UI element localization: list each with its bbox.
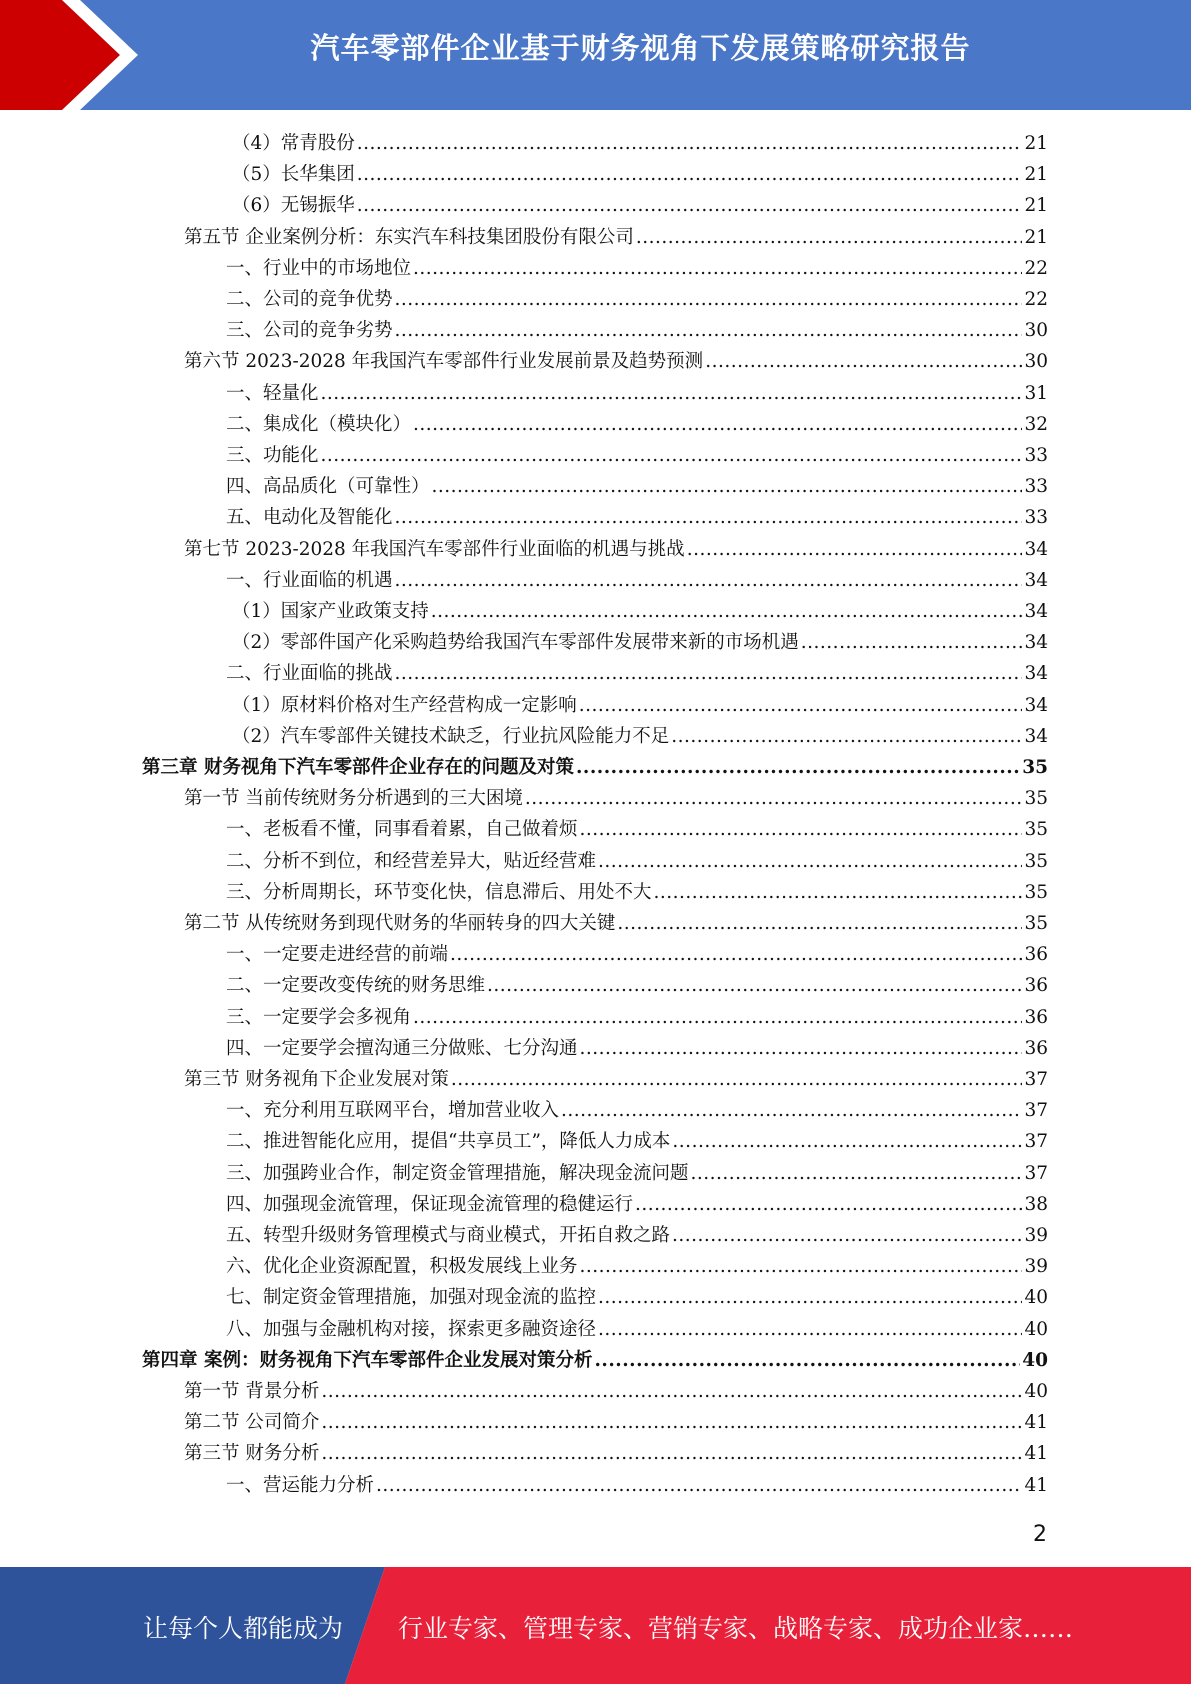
toc-dot-leader <box>687 534 1023 565</box>
toc-entry[interactable] <box>142 1345 1048 1376</box>
toc-entry[interactable] <box>184 1376 1048 1407</box>
toc-entry-page: 37 <box>1024 1131 1048 1153</box>
toc-dot-leader <box>395 502 1023 533</box>
toc-entry[interactable] <box>184 783 1048 814</box>
toc-dot-leader <box>413 409 1022 440</box>
toc-entry-label: 第二节 从传统财务到现代财务的华丽转身的四大关键 <box>184 913 616 934</box>
toc-entry-page: 31 <box>1024 382 1048 404</box>
toc-entry-page: 35 <box>1022 757 1048 778</box>
toc-entry-page: 30 <box>1024 351 1048 373</box>
toc-entry-page: 36 <box>1024 975 1048 997</box>
toc-entry[interactable] <box>226 1095 1048 1126</box>
toc-entry-page: 37 <box>1024 1162 1048 1184</box>
toc-entry-label: （4）常青股份 <box>232 133 355 154</box>
toc-entry[interactable] <box>184 346 1048 377</box>
toc-dot-leader <box>654 877 1023 908</box>
toc-entry-label: 五、转型升级财务管理模式与商业模式，开拓自救之路 <box>226 1225 671 1246</box>
toc-entry-label: （1）原材料价格对生产经营构成一定影响 <box>232 694 577 716</box>
toc-entry[interactable] <box>226 846 1048 877</box>
toc-entry-label: 八、加强与金融机构对接，探索更多融资途径 <box>226 1318 597 1340</box>
toc-dot-leader <box>357 159 1023 190</box>
toc-entry-page: 38 <box>1024 1193 1048 1215</box>
toc-entry-label: 三、分析周期长，环节变化快，信息滞后、用处不大 <box>226 881 652 903</box>
toc-entry[interactable] <box>226 1282 1048 1313</box>
toc-entry[interactable] <box>226 1314 1048 1345</box>
toc-entry[interactable] <box>232 128 1048 159</box>
toc-entry-page: 36 <box>1024 1006 1048 1028</box>
toc-entry[interactable] <box>184 222 1048 253</box>
toc-dot-leader <box>321 1407 1022 1438</box>
toc-entry[interactable] <box>226 658 1048 689</box>
toc-entry-label: （1）国家产业政策支持 <box>232 601 429 622</box>
toc-entry-page: 22 <box>1024 289 1048 310</box>
toc-dot-leader <box>431 596 1023 627</box>
toc-entry[interactable] <box>232 596 1048 627</box>
toc-entry[interactable] <box>226 1033 1048 1064</box>
toc-dot-leader <box>451 1064 1023 1095</box>
toc-entry-label: 第二节 公司简介 <box>184 1412 320 1434</box>
page-header <box>0 0 1191 110</box>
toc-dot-leader <box>432 471 1023 502</box>
toc-dot-leader <box>598 1282 1022 1313</box>
toc-dot-leader <box>598 846 1022 877</box>
toc-dot-leader <box>672 1220 1022 1251</box>
toc-entry[interactable] <box>232 721 1048 752</box>
toc-entry[interactable] <box>226 565 1048 596</box>
toc-entry-page: 35 <box>1024 913 1048 934</box>
toc-entry-page: 41 <box>1024 1443 1048 1465</box>
toc-entry[interactable] <box>184 908 1048 939</box>
toc-entry-label: （6）无锡振华 <box>232 195 355 217</box>
toc-dot-leader <box>579 690 1023 721</box>
toc-entry-label: 四、高品质化（可靠性） <box>226 476 430 498</box>
toc-dot-leader <box>395 284 1023 315</box>
toc-entry-label: 第六节 2023-2028 年我国汽车零部件行业发展前景及趋势预测 <box>184 351 704 373</box>
toc-entry[interactable] <box>226 814 1048 845</box>
toc-entry-page: 34 <box>1024 725 1048 747</box>
toc-entry-page: 35 <box>1024 850 1048 872</box>
toc-entry-label: 第一节 当前传统财务分析遇到的三大困境 <box>184 788 523 810</box>
toc-entry[interactable] <box>184 1438 1048 1469</box>
toc-entry[interactable] <box>226 440 1048 471</box>
toc-entry-page: 35 <box>1024 881 1048 903</box>
toc-dot-leader <box>357 190 1023 221</box>
toc-entry-label: 一、行业中的市场地位 <box>226 257 412 279</box>
toc-entry-page: 37 <box>1024 1100 1048 1122</box>
toc-entry-label: 一、一定要走进经营的前端 <box>226 944 449 966</box>
toc-entry[interactable] <box>226 939 1048 970</box>
toc-entry[interactable] <box>184 1407 1048 1438</box>
toc-dot-leader <box>561 1095 1022 1126</box>
toc-dot-leader <box>636 222 1023 253</box>
toc-entry[interactable] <box>232 159 1048 190</box>
toc-entry-label: 四、加强现金流管理，保证现金流管理的稳健运行 <box>226 1193 634 1215</box>
toc-entry-label: 第三章 财务视角下汽车零部件企业存在的问题及对策 <box>142 757 574 778</box>
toc-dot-leader <box>580 814 1023 845</box>
toc-entry-label: （2）汽车零部件关键技术缺乏，行业抗风险能力不足 <box>232 725 670 747</box>
toc-entry-page: 21 <box>1024 226 1048 248</box>
toc-entry-label: 二、推进智能化应用，提倡“共享员工”，降低人力成本 <box>226 1131 671 1153</box>
footer-slogan-right: 行业专家、管理专家、营销专家、战略专家、成功企业家…… <box>398 1614 1074 1643</box>
toc-dot-leader <box>580 1251 1023 1282</box>
toc-entry[interactable] <box>142 752 1048 783</box>
toc-entry-page: 33 <box>1024 476 1048 498</box>
toc-entry[interactable] <box>226 1002 1048 1033</box>
toc-entry-label: 二、行业面临的挑战 <box>226 663 393 685</box>
toc-entry[interactable] <box>226 315 1048 346</box>
toc-entry[interactable] <box>226 471 1048 502</box>
toc-entry-label: （5）长华集团 <box>232 164 355 186</box>
toc-dot-leader <box>487 970 1022 1001</box>
toc-dot-leader <box>671 721 1022 752</box>
toc-entry-label: 四、一定要学会擅沟通三分做账、七分沟通 <box>226 1037 578 1059</box>
toc-entry-page: 33 <box>1024 507 1048 529</box>
toc-entry-label: 二、集成化（模块化） <box>226 413 412 435</box>
toc-entry-page: 30 <box>1024 320 1048 342</box>
toc-entry[interactable] <box>232 190 1048 221</box>
toc-entry[interactable] <box>232 690 1048 721</box>
toc-entry-label: 第一节 背景分析 <box>184 1381 320 1402</box>
toc-entry-page: 34 <box>1024 632 1048 654</box>
toc-dot-leader <box>395 658 1023 689</box>
toc-entry[interactable] <box>226 1158 1048 1189</box>
toc-entry[interactable] <box>226 877 1048 908</box>
page-footer <box>0 1567 1191 1684</box>
toc-dot-leader <box>321 1376 1022 1407</box>
toc-entry[interactable] <box>226 378 1048 409</box>
toc-entry[interactable] <box>184 534 1048 565</box>
toc-entry-page: 41 <box>1024 1474 1048 1496</box>
toc-dot-leader <box>594 1345 1020 1376</box>
toc-entry-label: 一、营运能力分析 <box>226 1474 375 1496</box>
toc-entry-page: 40 <box>1024 1318 1048 1340</box>
toc-dot-leader <box>598 1314 1022 1345</box>
toc-entry-page: 40 <box>1022 1349 1048 1371</box>
toc-entry[interactable] <box>184 1064 1048 1095</box>
toc-entry-label: 一、充分利用互联网平台，增加营业收入 <box>226 1100 560 1122</box>
footer-slogan-left: 让每个人都能成为 <box>143 1614 344 1643</box>
toc-entry-label: 一、轻量化 <box>226 382 319 404</box>
toc-entry-label: 六、优化企业资源配置，积极发展线上业务 <box>226 1256 578 1278</box>
header-red-chevron-icon <box>0 0 150 110</box>
toc-dot-leader <box>635 1189 1022 1220</box>
toc-entry-page: 32 <box>1024 413 1048 435</box>
toc-entry[interactable] <box>226 284 1048 315</box>
toc-dot-leader <box>691 1158 1023 1189</box>
toc-entry-page: 41 <box>1024 1412 1048 1434</box>
toc-entry[interactable] <box>226 1126 1048 1157</box>
toc-entry-label: 第三节 财务分析 <box>184 1443 320 1465</box>
toc-entry-label: 第五节 企业案例分析：东实汽车科技集团股份有限公司 <box>184 226 634 248</box>
toc-entry-label: 第四章 案例：财务视角下汽车零部件企业发展对策分析 <box>142 1349 593 1371</box>
toc-dot-leader <box>705 346 1022 377</box>
toc-entry-label: 七、制定资金管理措施，加强对现金流的监控 <box>226 1287 597 1309</box>
toc-dot-leader <box>413 253 1022 284</box>
toc-entry-page: 37 <box>1024 1069 1048 1090</box>
toc-dot-leader <box>672 1126 1022 1157</box>
toc-dot-leader <box>395 315 1023 346</box>
page-number: 2 <box>1033 1522 1047 1547</box>
report-title: 汽车零部件企业基于财务视角下发展策略研究报告 <box>310 31 971 65</box>
toc-dot-leader <box>395 565 1023 596</box>
toc-entry[interactable] <box>226 970 1048 1001</box>
toc-dot-leader <box>525 783 1023 814</box>
toc-dot-leader <box>376 1470 1022 1501</box>
toc-entry-label: （2）零部件国产化采购趋势给我国汽车零部件发展带来新的市场机遇 <box>232 632 799 654</box>
toc-entry-label: 第七节 2023-2028 年我国汽车零部件行业面临的机遇与挑战 <box>184 538 685 560</box>
toc-entry-page: 21 <box>1024 195 1048 217</box>
toc-entry-label: 五、电动化及智能化 <box>226 507 393 529</box>
toc-entry-page: 36 <box>1024 944 1048 966</box>
toc-entry-page: 34 <box>1024 601 1048 622</box>
toc-entry-page: 34 <box>1024 694 1048 716</box>
toc-entry-label: 二、分析不到位，和经营差异大，贴近经营难 <box>226 850 597 872</box>
toc-entry-page: 35 <box>1024 819 1048 841</box>
toc-entry-label: 二、公司的竞争优势 <box>226 289 393 310</box>
toc-entry-page: 40 <box>1024 1287 1048 1309</box>
toc-entry-label: 三、一定要学会多视角 <box>226 1006 412 1028</box>
toc-entry-page: 36 <box>1024 1037 1048 1059</box>
toc-dot-leader <box>357 128 1023 159</box>
toc-dot-leader <box>801 627 1023 658</box>
toc-entry[interactable] <box>226 253 1048 284</box>
toc-entry-page: 34 <box>1024 538 1048 560</box>
toc-entry[interactable] <box>226 1251 1048 1282</box>
toc-entry-page: 33 <box>1024 445 1048 466</box>
toc-dot-leader <box>576 752 1020 783</box>
toc-entry[interactable] <box>226 1470 1048 1501</box>
toc-dot-leader <box>450 939 1022 970</box>
toc-entry[interactable] <box>226 1189 1048 1220</box>
toc-dot-leader <box>321 378 1023 409</box>
toc-entry-page: 34 <box>1024 663 1048 685</box>
toc-dot-leader <box>617 908 1022 939</box>
toc-entry[interactable] <box>226 409 1048 440</box>
toc-entry[interactable] <box>226 1220 1048 1251</box>
toc-dot-leader <box>321 1438 1022 1469</box>
toc-entry-label: 三、加强跨业合作，制定资金管理措施，解决现金流问题 <box>226 1162 689 1184</box>
toc-entry-label: 三、功能化 <box>226 445 319 466</box>
toc-entry-page: 35 <box>1024 788 1048 810</box>
toc-entry-label: 第三节 财务视角下企业发展对策 <box>184 1069 449 1090</box>
toc-entry-label: 三、公司的竞争劣势 <box>226 320 393 342</box>
toc-entry-page: 39 <box>1024 1256 1048 1278</box>
toc-entry-page: 39 <box>1024 1225 1048 1246</box>
toc-entry-page: 34 <box>1024 569 1048 591</box>
toc-entry[interactable] <box>232 627 1048 658</box>
toc-entry[interactable] <box>226 502 1048 533</box>
toc-dot-leader <box>580 1033 1023 1064</box>
toc-entry-page: 21 <box>1024 133 1048 154</box>
toc-entry-page: 40 <box>1024 1381 1048 1402</box>
toc-entry-page: 22 <box>1024 257 1048 279</box>
toc-dot-leader <box>413 1002 1022 1033</box>
toc-entry-page: 21 <box>1024 164 1048 186</box>
toc-entry-label: 一、老板看不懂，同事看着累，自己做着烦 <box>226 819 578 841</box>
toc-entry-label: 二、一定要改变传统的财务思维 <box>226 975 486 997</box>
toc-dot-leader <box>321 440 1023 471</box>
toc-entry-label: 一、行业面临的机遇 <box>226 569 393 591</box>
